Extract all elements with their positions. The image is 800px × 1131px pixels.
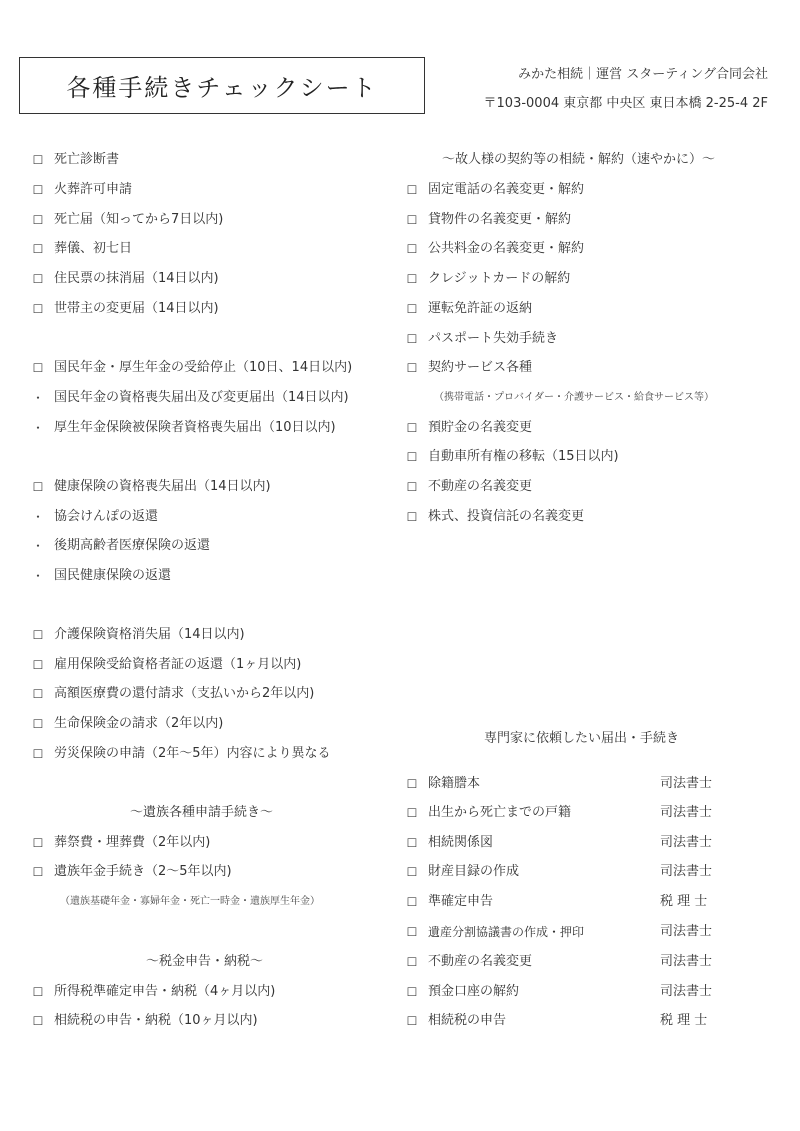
checklist-item[interactable] (30, 626, 245, 644)
item-label: 世帯主の変更届（14日以内) (54, 301, 219, 316)
bullet-icon: ・ (31, 391, 44, 405)
bullet-icon: ・ (31, 569, 44, 583)
item-label: 葬祭費・埋葬費（2年以内) (54, 835, 211, 850)
checklist-item[interactable] (30, 300, 219, 318)
checklist-item[interactable] (404, 359, 532, 377)
checkbox-icon[interactable]: ☐ (406, 806, 418, 820)
checklist-item[interactable] (404, 181, 584, 199)
bullet-item (30, 389, 349, 407)
expert-role: 司法書士 (660, 864, 713, 879)
section-header-tax: 〜税金申告・納税〜 (146, 954, 264, 969)
item-label: 協会けんぽの返還 (54, 509, 159, 524)
item-label: 雇用保険受給資格者証の返還（1ヶ月以内) (54, 657, 302, 672)
item-label: 高額医療費の還付請求（支払いから2年以内) (54, 686, 315, 701)
checklist-item[interactable] (404, 270, 570, 288)
bullet-icon: ・ (31, 539, 44, 553)
checklist-item[interactable] (30, 181, 132, 199)
item-label: 準確定申告 (428, 894, 494, 909)
checkbox-icon[interactable]: ☐ (32, 747, 44, 761)
page-title: 各種手続きチェックシート (19, 57, 425, 114)
item-label: 所得税準確定申告・納税（4ヶ月以内) (54, 984, 276, 999)
checkbox-icon[interactable]: ☐ (32, 836, 44, 850)
item-label: 葬儀、初七日 (54, 241, 133, 256)
checkbox-icon[interactable]: ☐ (32, 213, 44, 227)
bullet-item (30, 508, 158, 526)
checkbox-icon[interactable]: ☐ (406, 865, 418, 879)
expert-role: 司法書士 (660, 776, 713, 791)
item-label: 除籍謄本 (428, 776, 481, 791)
bullet-icon: ・ (31, 510, 44, 524)
checkbox-icon[interactable]: ☐ (32, 717, 44, 731)
item-label: 健康保険の資格喪失届出（14日以内) (54, 479, 271, 494)
checklist-item[interactable] (30, 211, 223, 229)
checklist-item[interactable] (30, 715, 223, 733)
item-label: 不動産の名義変更 (428, 479, 533, 494)
checkbox-icon[interactable]: ☐ (406, 332, 418, 346)
checkbox-icon[interactable]: ☐ (32, 272, 44, 286)
checkbox-icon[interactable]: ☐ (406, 421, 418, 435)
item-label: 国民年金の資格喪失届出及び変更届出（14日以内) (54, 390, 349, 405)
checklist-item[interactable] (404, 211, 571, 229)
checkbox-icon[interactable]: ☐ (32, 687, 44, 701)
item-label: 相続税の申告・納税（10ヶ月以内) (54, 1013, 258, 1028)
checkbox-icon[interactable]: ☐ (32, 302, 44, 316)
checklist-item[interactable] (30, 863, 232, 881)
company-name: みかた相続｜運営 スターティング合同会社 (518, 67, 768, 82)
checklist-item[interactable] (404, 953, 532, 971)
section-header-contracts: 〜故人様の契約等の相続・解約（速やかに）〜 (442, 152, 716, 167)
survivor-note: （遺族基礎年金・寡婦年金・死亡一時金・遺族厚生年金） (60, 896, 320, 907)
checkbox-icon[interactable]: ☐ (406, 213, 418, 227)
checklist-item[interactable] (404, 893, 493, 911)
checklist-item[interactable] (30, 478, 271, 496)
checkbox-icon[interactable]: ☐ (406, 480, 418, 494)
item-label: 介護保険資格消失届（14日以内) (54, 627, 245, 642)
section-header-survivor: 〜遺族各種申請手続き〜 (130, 805, 274, 820)
checklist-item[interactable] (404, 330, 558, 348)
bullet-item (30, 419, 336, 437)
checklist-item[interactable] (404, 300, 532, 318)
checkbox-icon[interactable]: ☐ (32, 183, 44, 197)
checkbox-icon[interactable]: ☐ (406, 272, 418, 286)
checklist-item[interactable] (404, 863, 519, 881)
item-label: クレジットカードの解約 (428, 271, 571, 286)
checkbox-icon[interactable]: ☐ (406, 895, 418, 909)
checkbox-icon[interactable]: ☐ (406, 1014, 418, 1028)
item-label: 運転免許証の返納 (428, 301, 533, 316)
item-label: 出生から死亡までの戸籍 (428, 805, 572, 820)
checklist-item[interactable] (404, 1012, 506, 1030)
checklist-item[interactable] (30, 359, 352, 377)
checklist-item[interactable] (404, 983, 519, 1001)
item-label: 契約サービス各種 (428, 360, 533, 375)
checkbox-icon[interactable]: ☐ (32, 1014, 44, 1028)
expert-role: 税 理 士 (660, 894, 708, 909)
item-label: 後期高齢者医療保険の返還 (54, 538, 211, 553)
checkbox-icon[interactable]: ☐ (406, 302, 418, 316)
checkbox-icon[interactable]: ☐ (32, 658, 44, 672)
item-label: 自動車所有権の移転（15日以内) (428, 449, 619, 464)
checkbox-icon[interactable]: ☐ (32, 480, 44, 494)
item-label: 不動産の名義変更 (428, 954, 533, 969)
bullet-item (30, 567, 171, 585)
item-label: 遺産分割協議書の作成・押印 (428, 925, 585, 939)
checkbox-icon[interactable]: ☐ (406, 777, 418, 791)
expert-role: 税 理 士 (660, 1013, 708, 1028)
company-address: 〒103-0004 東京都 中央区 東日本橋 2-25-4 2F (483, 96, 768, 111)
checkbox-icon[interactable]: ☐ (32, 361, 44, 375)
checkbox-icon[interactable]: ☐ (406, 183, 418, 197)
checklist-item[interactable] (30, 983, 275, 1001)
checklist-item[interactable] (30, 151, 119, 169)
item-label: 火葬許可申請 (54, 182, 133, 197)
checklist-item[interactable] (404, 419, 532, 437)
expert-role: 司法書士 (660, 835, 713, 850)
checkbox-icon[interactable]: ☐ (32, 242, 44, 256)
item-label: 国民健康保険の返還 (54, 568, 172, 583)
item-label: 国民年金・厚生年金の受給停止（10日、14日以内) (54, 360, 353, 375)
checkbox-icon[interactable]: ☐ (32, 628, 44, 642)
checkbox-icon[interactable]: ☐ (406, 955, 418, 969)
section-header-expert: 専門家に依頼したい届出・手続き (484, 731, 680, 746)
item-label: 預貯金の名義変更 (428, 420, 533, 435)
item-label: 固定電話の名義変更・解約 (428, 182, 585, 197)
item-label: 死亡診断書 (54, 152, 120, 167)
item-label: 公共料金の名義変更・解約 (428, 241, 585, 256)
checklist-item[interactable] (404, 834, 493, 852)
checkbox-icon[interactable]: ☐ (406, 925, 418, 939)
checkbox-icon[interactable]: ☐ (406, 836, 418, 850)
item-label: 貸物件の名義変更・解約 (428, 212, 572, 227)
checklist-item[interactable] (404, 923, 584, 941)
expert-role: 司法書士 (660, 924, 713, 939)
item-label: 相続税の申告 (428, 1013, 507, 1028)
item-label: 住民票の抹消届（14日以内) (54, 271, 219, 286)
checklist-item[interactable] (404, 775, 480, 793)
item-label: 相続関係図 (428, 835, 494, 850)
checkbox-icon[interactable]: ☐ (406, 510, 418, 524)
bullet-item (30, 537, 210, 555)
checkbox-icon[interactable]: ☐ (406, 242, 418, 256)
checkbox-icon[interactable]: ☐ (406, 450, 418, 464)
checklist-item[interactable] (404, 804, 571, 822)
checkbox-icon[interactable]: ☐ (406, 361, 418, 375)
item-label: 労災保険の申請（2年〜5年）内容により異なる (54, 746, 331, 761)
checklist-item[interactable] (30, 685, 314, 703)
checkbox-icon[interactable]: ☐ (32, 985, 44, 999)
checklist-item[interactable] (404, 448, 619, 466)
expert-role: 司法書士 (660, 805, 713, 820)
checkbox-icon[interactable]: ☐ (32, 153, 44, 167)
item-label: 死亡届（知ってから7日以内) (54, 212, 224, 227)
checkbox-icon[interactable]: ☐ (406, 985, 418, 999)
checklist-item[interactable] (404, 508, 584, 526)
checklist-item[interactable] (30, 656, 301, 674)
checklist-item[interactable] (30, 1012, 258, 1030)
checklist-item[interactable] (30, 745, 331, 763)
expert-role: 司法書士 (660, 954, 713, 969)
checklist-item[interactable] (404, 478, 532, 496)
item-label: パスポート失効手続き (428, 331, 559, 346)
checklist-item[interactable] (30, 270, 219, 288)
expert-role: 司法書士 (660, 984, 713, 999)
item-label: 預金口座の解約 (428, 984, 520, 999)
item-label: 生命保険金の請求（2年以内) (54, 716, 224, 731)
item-label: 遺族年金手続き（2〜5年以内) (54, 864, 232, 879)
checkbox-icon[interactable]: ☐ (32, 865, 44, 879)
checklist-item[interactable] (30, 834, 210, 852)
item-label: 財産目録の作成 (428, 864, 520, 879)
item-label: 株式、投資信託の名義変更 (428, 509, 585, 524)
contract-note: （携帯電話・プロバイダー・介護サービス・給食サービス等） (434, 392, 714, 403)
bullet-icon: ・ (31, 421, 44, 435)
item-label: 厚生年金保険被保険者資格喪失届出（10日以内) (54, 420, 336, 435)
checklist-item[interactable] (404, 240, 584, 258)
checklist-item[interactable] (30, 240, 132, 258)
